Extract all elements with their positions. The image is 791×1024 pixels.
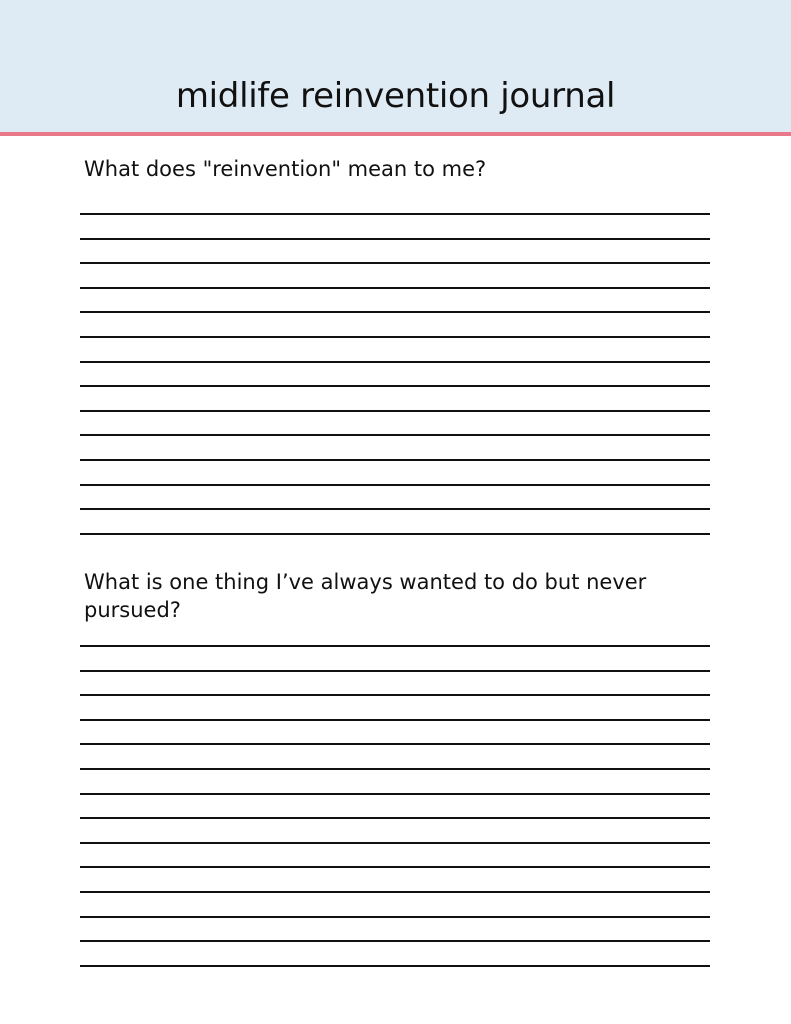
writing-lines-2[interactable] <box>80 645 710 967</box>
writing-line <box>80 940 710 942</box>
writing-line <box>80 484 710 486</box>
writing-lines-1[interactable] <box>80 213 710 535</box>
writing-line <box>80 645 710 647</box>
writing-line <box>80 891 710 893</box>
writing-line <box>80 842 710 844</box>
writing-line <box>80 743 710 745</box>
writing-line <box>80 262 710 264</box>
writing-line <box>80 866 710 868</box>
writing-line <box>80 287 710 289</box>
header-divider <box>0 132 791 136</box>
writing-line <box>80 213 710 215</box>
writing-line <box>80 336 710 338</box>
writing-line <box>80 916 710 918</box>
page-title: midlife reinvention journal <box>175 76 616 116</box>
writing-line <box>80 694 710 696</box>
writing-line <box>80 670 710 672</box>
writing-line <box>80 410 710 412</box>
prompt-question-2: What is one thing I’ve always wanted to do but never pursued? <box>84 570 647 622</box>
writing-line <box>80 768 710 770</box>
writing-line <box>80 719 710 721</box>
writing-line <box>80 385 710 387</box>
writing-line <box>80 238 710 240</box>
writing-line <box>80 459 710 461</box>
writing-line <box>80 434 710 436</box>
writing-line <box>80 508 710 510</box>
writing-line <box>80 817 710 819</box>
writing-line <box>80 793 710 795</box>
writing-line <box>80 311 710 313</box>
writing-line <box>80 533 710 535</box>
writing-line <box>80 965 710 967</box>
writing-line <box>80 361 710 363</box>
header-band <box>0 0 791 132</box>
prompt-question-1: What does "reinvention" mean to me? <box>84 157 487 181</box>
